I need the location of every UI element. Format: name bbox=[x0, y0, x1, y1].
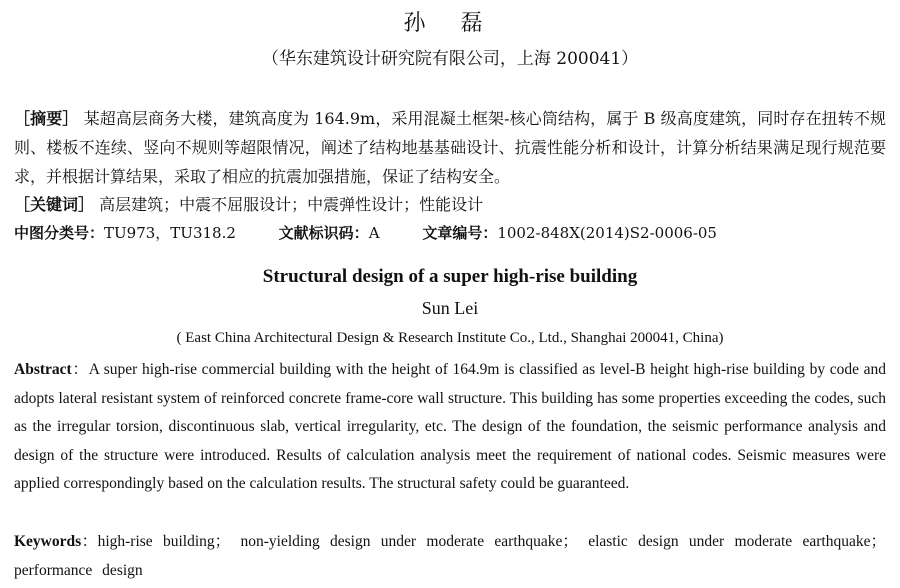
keywords-en bbox=[14, 528, 886, 585]
document-code-value: A bbox=[368, 224, 380, 242]
clc-label: 中图分类号： bbox=[14, 224, 105, 242]
abstract-cn-text: 某超高层商务大楼，建筑高度为 164.9m，采用混凝土框架-核心筒结构，属于 B 级高度建筑，同时存在扭转不规则、楼板不连续、竖向不规则等超限情况，阐述了结构地基基础设计、抗震性能分析和设计，计算分析结果满足现行规范要求，并根据计算结果，采取了相应的抗震加强措施，保证了结构安全。 bbox=[14, 109, 886, 186]
document-code bbox=[279, 220, 380, 246]
abstract-en-label: Abstract bbox=[14, 361, 72, 378]
article-number-label: 文章编号： bbox=[422, 224, 498, 242]
keywords-cn bbox=[14, 192, 886, 218]
affiliation-en: ( East China Architectural Design & Research Institute Co., Ltd., Shanghai 200041, China) bbox=[176, 330, 724, 346]
article-number bbox=[422, 220, 717, 246]
abstract-cn bbox=[14, 104, 886, 191]
keywords-en-text: ：high-rise building； non-yielding design under moderate earthquake； elastic design under moderate earthquake； performance design bbox=[14, 533, 886, 579]
keywords-cn-text: 高层建筑；中震不屈服设计；中震弹性设计；性能设计 bbox=[94, 195, 484, 214]
author-name-cn: 孙 磊 bbox=[403, 11, 497, 36]
title-en: Structural design of a super high-rise building bbox=[262, 266, 638, 287]
abstract-en-text: ：A super high-rise commercial building with the height of 164.9m is classified as level-B height high-rise building by code and adopts lateral resistant system of reinforced concrete frame-core wall structure. This building has some properties exceeding the codes, such as the irregular torsion, discontinuous slab, vertical irregularity, etc. The design of the foundation, the seismic performance analysis and design of the structure were introduced. Results of calculation analysis meet the requirement of national codes. Seismic measures were applied correspondingly based on the calculation results. The structural safety could be guaranteed. bbox=[14, 361, 886, 493]
author-name-en: Sun Lei bbox=[421, 298, 479, 318]
document-code-label: 文献标识码： bbox=[278, 224, 369, 242]
keywords-cn-label: ［关键词］ bbox=[14, 195, 95, 214]
clc-value: TU973，TU318.2 bbox=[104, 224, 236, 242]
article-number-value: 1002-848X(2014)S2-0006-05 bbox=[497, 224, 717, 242]
abstract-en bbox=[14, 356, 886, 499]
abstract-cn-label: ［摘要］ bbox=[14, 109, 79, 128]
classification-line bbox=[14, 220, 886, 246]
affiliation-cn: （华东建筑设计研究院有限公司，上海 200041） bbox=[261, 49, 639, 69]
clc-number bbox=[14, 220, 236, 246]
keywords-en-label: Keywords bbox=[14, 533, 82, 550]
